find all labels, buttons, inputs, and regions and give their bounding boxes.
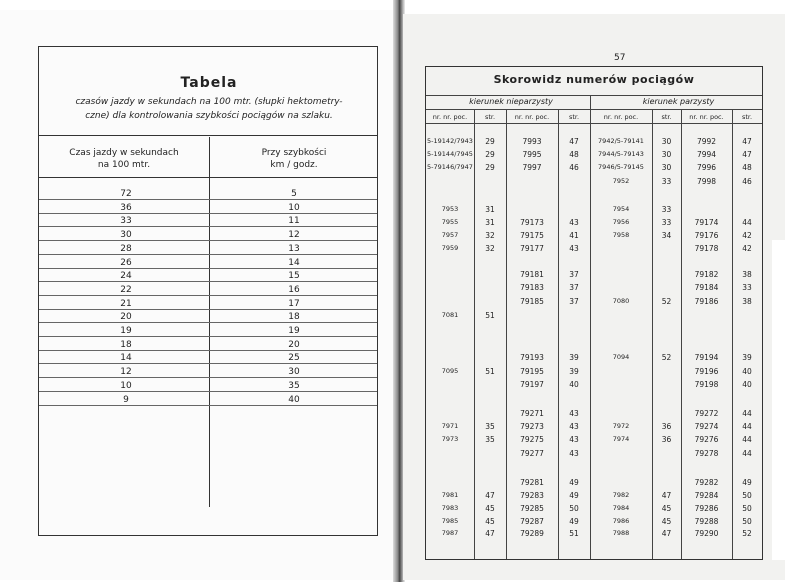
time-cell: 22 <box>120 284 132 295</box>
train-number-cell: 7996 <box>696 163 717 172</box>
train-number-cell: 7953 <box>441 205 459 213</box>
page-cell: 47 <box>485 491 495 500</box>
page-cell: 45 <box>661 504 672 513</box>
time-cell: 9 <box>123 394 129 405</box>
train-number-header: nr. nr. poc. <box>432 113 468 121</box>
train-number-cell: 7997 <box>522 163 542 172</box>
page-cell: 50 <box>742 491 752 500</box>
train-number-cell: 79284 <box>694 491 719 500</box>
train-number-cell: 5-79146/7947 <box>427 163 473 171</box>
row-rule <box>39 295 377 296</box>
page-cell: 49 <box>569 478 579 487</box>
speed-cell: 18 <box>288 312 300 323</box>
page-cell: 52 <box>661 297 672 306</box>
train-number-cell: 79181 <box>520 270 544 279</box>
page-header: str. <box>568 113 580 121</box>
page-cell: 38 <box>742 270 752 279</box>
page-cell: 51 <box>485 311 495 320</box>
page-cell: 49 <box>569 491 579 500</box>
page-cell: 31 <box>485 205 495 214</box>
row-rule <box>39 322 377 323</box>
speed-cell: 10 <box>288 202 300 213</box>
group-even-label: kierunek parzysty <box>642 97 715 106</box>
page-cell: 42 <box>742 231 752 240</box>
page-cell: 43 <box>569 422 579 431</box>
page-cell: 29 <box>485 163 495 172</box>
row-rule <box>39 350 377 351</box>
time-cell: 19 <box>120 326 132 336</box>
train-number-cell: 79281 <box>520 478 544 487</box>
train-number-cell: 79183 <box>520 283 544 292</box>
speed-cell: 11 <box>288 216 300 227</box>
train-number-cell: 79185 <box>520 297 544 306</box>
page-cell: 33 <box>661 205 672 214</box>
train-number-cell: 7081 <box>441 311 459 319</box>
page-cell: 46 <box>569 163 579 172</box>
page-header: str. <box>484 113 496 121</box>
train-number-cell: 7958 <box>612 231 630 239</box>
time-cell: 30 <box>120 230 132 241</box>
train-number-cell: 79283 <box>520 491 544 500</box>
row-rule <box>39 199 377 200</box>
table-title: Tabela <box>180 75 238 91</box>
speed-cell: 14 <box>288 257 300 268</box>
time-cell: 36 <box>120 202 132 213</box>
page-cell: 40 <box>569 380 579 389</box>
page-cell: 30 <box>661 150 672 159</box>
speed-table <box>38 46 378 536</box>
train-number-cell: 79288 <box>694 517 719 526</box>
train-number-cell: 7986 <box>612 517 630 525</box>
group-rule <box>426 109 762 110</box>
time-header-line-1: Czas jazdy w sekundach <box>69 148 179 158</box>
train-number-cell: 7955 <box>441 218 459 226</box>
page-cell: 49 <box>569 517 579 526</box>
row-rule <box>39 391 377 392</box>
train-number-cell: 79176 <box>694 231 719 240</box>
train-number-cell: 79275 <box>520 435 544 444</box>
page-cell: 42 <box>742 244 752 253</box>
row-rule <box>39 213 377 214</box>
page-cell: 30 <box>661 163 672 172</box>
speed-cell: 15 <box>288 271 300 282</box>
page-cell: 43 <box>569 409 579 418</box>
train-number-cell: 7094 <box>612 353 630 361</box>
train-number-cell: 79173 <box>520 218 544 227</box>
time-cell: 21 <box>120 298 132 309</box>
time-cell: 28 <box>120 243 132 254</box>
train-number-cell: 79174 <box>694 218 719 227</box>
page-cell: 43 <box>569 449 579 458</box>
page-cell: 40 <box>742 367 752 376</box>
train-number-cell: 7984 <box>612 504 630 512</box>
page-cell: 44 <box>742 449 752 458</box>
page-header: str. <box>741 113 753 121</box>
page-cell: 44 <box>742 422 752 431</box>
table-subtitle <box>59 95 359 123</box>
train-number-cell: 7954 <box>612 205 630 213</box>
page-cell: 50 <box>742 504 752 513</box>
page-cell: 50 <box>742 517 752 526</box>
row-rule <box>39 309 377 310</box>
page-cell: 32 <box>485 244 495 253</box>
train-number-cell: 79276 <box>694 435 719 444</box>
train-number-cell: 7974 <box>612 435 630 443</box>
page-cell: 52 <box>661 353 672 362</box>
train-number-cell: 7988 <box>612 529 630 537</box>
page-cell: 40 <box>742 380 752 389</box>
train-number-cell: 79287 <box>520 517 544 526</box>
page-cell: 37 <box>569 270 579 279</box>
train-number-cell: 7956 <box>612 218 630 226</box>
speed-cell: 40 <box>288 394 300 405</box>
page-cell: 44 <box>742 218 752 227</box>
speed-cell: 17 <box>288 298 300 309</box>
time-column-header <box>39 147 209 171</box>
page-cell: 34 <box>661 231 672 240</box>
train-number-cell: 79186 <box>694 297 719 306</box>
speed-cell: 30 <box>288 367 300 378</box>
speed-cell: 16 <box>288 284 300 295</box>
time-cell: 20 <box>120 312 132 323</box>
train-number-cell: 7944/5-79143 <box>598 150 644 158</box>
train-number-cell: 7987 <box>441 529 459 537</box>
subtitle-line-1: czasów jazdy w sekundach na 100 mtr. (słupki hektometry- <box>75 97 343 107</box>
row-rule <box>39 336 377 337</box>
time-cell: 72 <box>120 189 132 199</box>
train-number-cell: 79175 <box>520 231 544 240</box>
row-rule <box>39 226 377 227</box>
train-number-cell: 7985 <box>441 517 459 525</box>
train-number-cell: 7994 <box>696 150 717 159</box>
train-number-cell: 79278 <box>694 449 719 458</box>
train-number-cell: 79196 <box>694 367 719 376</box>
time-cell: 24 <box>120 271 132 282</box>
page-cell: 43 <box>569 244 579 253</box>
row-rule <box>39 281 377 282</box>
page-cell: 47 <box>569 137 579 146</box>
speed-cell: 13 <box>288 243 300 254</box>
time-cell: 14 <box>120 353 132 364</box>
train-number-cell: 5-19144/7945 <box>427 150 473 158</box>
train-number-cell: 79274 <box>694 422 719 431</box>
page-cell: 51 <box>569 529 579 538</box>
page-cell: 49 <box>742 478 752 487</box>
train-number-cell: 79277 <box>520 449 544 458</box>
train-number-cell: 79272 <box>694 409 719 418</box>
row-rule <box>39 240 377 241</box>
train-number-cell: 79195 <box>520 367 544 376</box>
page-cell: 35 <box>485 435 495 444</box>
train-number-cell: 7982 <box>612 491 630 499</box>
train-number-cell: 79182 <box>694 270 719 279</box>
train-number-cell: 7993 <box>522 137 542 146</box>
subtitle-line-2: czne) dla kontrolowania szybkości pociągów na szlaku. <box>85 111 333 121</box>
page-cell: 39 <box>569 353 579 362</box>
header-rule-bottom <box>39 177 377 178</box>
speed-header-line-1: Przy szybkości <box>261 148 327 158</box>
page-cell: 51 <box>485 367 495 376</box>
train-number-header: nr. nr. poc. <box>514 113 550 121</box>
train-number-cell: 79273 <box>520 422 544 431</box>
page-cell: 33 <box>742 283 752 292</box>
train-number-cell: 7981 <box>441 491 459 499</box>
page-cell: 47 <box>742 137 752 146</box>
page-cell: 45 <box>485 517 495 526</box>
page-number: 57 <box>614 53 626 63</box>
train-number-cell: 7972 <box>612 422 630 430</box>
page-cell: 36 <box>661 422 672 431</box>
train-number-cell: 79184 <box>694 283 719 292</box>
page-cell: 48 <box>742 163 752 172</box>
speed-cell: 5 <box>291 189 297 199</box>
page-cell: 44 <box>742 409 752 418</box>
train-number-cell: 79198 <box>694 380 719 389</box>
time-cell: 12 <box>120 367 132 378</box>
index-title: Skorowidz numerów pociągów <box>493 73 695 86</box>
page-cell: 31 <box>485 218 495 227</box>
train-number-cell: 7995 <box>522 150 542 159</box>
torn-page-edge <box>772 240 788 560</box>
train-number-cell: 7959 <box>441 244 459 252</box>
time-cell: 33 <box>120 216 132 227</box>
page-cell: 41 <box>569 231 579 240</box>
train-number-cell: 79290 <box>694 529 719 538</box>
train-number-cell: 7942/5-79141 <box>598 137 644 145</box>
row-rule <box>39 377 377 378</box>
row-rule <box>39 268 377 269</box>
time-cell: 26 <box>120 257 132 268</box>
train-number-cell: 79177 <box>520 244 544 253</box>
page-cell: 46 <box>742 177 752 186</box>
page-cell: 43 <box>569 435 579 444</box>
train-number-cell: 7971 <box>441 422 459 430</box>
page-cell: 45 <box>661 517 672 526</box>
train-number-cell: 7983 <box>441 504 459 512</box>
train-number-cell: 79285 <box>520 504 544 513</box>
train-number-cell: 79194 <box>694 353 719 362</box>
page-cell: 35 <box>485 422 495 431</box>
train-number-cell: 7998 <box>696 177 717 186</box>
train-number-cell: 5-19142/7943 <box>427 137 473 145</box>
page-cell: 52 <box>742 529 752 538</box>
train-number-cell: 79271 <box>520 409 544 418</box>
train-number-cell: 79193 <box>520 353 544 362</box>
train-number-header: nr. nr. poc. <box>689 113 724 121</box>
speed-cell: 12 <box>288 230 300 241</box>
row-rule <box>39 405 377 406</box>
train-number-cell: 79289 <box>520 529 544 538</box>
page-cell: 37 <box>569 283 579 292</box>
page-cell: 39 <box>742 353 752 362</box>
page-cell: 47 <box>661 491 672 500</box>
train-number-cell: 7952 <box>612 177 630 185</box>
column-header-rule <box>426 123 762 124</box>
speed-cell: 35 <box>288 380 300 391</box>
train-number-cell: 79178 <box>694 244 719 253</box>
page-cell: 45 <box>485 504 495 513</box>
time-cell: 18 <box>120 339 132 350</box>
train-number-cell: 7957 <box>441 231 459 239</box>
page-cell: 29 <box>485 150 495 159</box>
page-cell: 29 <box>485 137 495 146</box>
page-cell: 39 <box>569 367 579 376</box>
row-rule <box>39 254 377 255</box>
time-cell: 10 <box>120 380 132 391</box>
title-rule <box>426 95 762 96</box>
train-number-cell: 7095 <box>441 367 459 375</box>
train-index-table <box>425 53 763 560</box>
page-cell: 33 <box>661 177 672 186</box>
speed-header-line-2: km / godz. <box>270 160 318 170</box>
page-cell: 37 <box>569 297 579 306</box>
row-rule <box>39 363 377 364</box>
speed-cell: 20 <box>288 339 300 350</box>
train-number-cell: 7973 <box>441 435 459 443</box>
speed-column-header <box>209 147 379 171</box>
train-number-cell: 7992 <box>696 137 717 146</box>
time-header-line-2: na 100 mtr. <box>97 160 151 170</box>
page-cell: 47 <box>661 529 672 538</box>
train-number-cell: 79197 <box>520 380 544 389</box>
page-cell: 30 <box>661 137 672 146</box>
page-cell: 44 <box>742 435 752 444</box>
page-cell: 48 <box>569 150 579 159</box>
train-number-cell: 7080 <box>612 297 630 305</box>
page-cell: 32 <box>485 231 495 240</box>
page-cell: 36 <box>661 435 672 444</box>
speed-cell: 19 <box>288 326 300 336</box>
speed-cell: 25 <box>288 353 300 364</box>
train-number-cell: 79286 <box>694 504 719 513</box>
group-odd-label: kierunek nieparzysty <box>469 97 553 106</box>
page-cell: 33 <box>661 218 672 227</box>
page-cell: 43 <box>569 218 579 227</box>
page-cell: 47 <box>742 150 752 159</box>
header-rule-top <box>39 135 377 136</box>
train-number-cell: 79282 <box>694 478 719 487</box>
page-cell: 38 <box>742 297 752 306</box>
page-header: str. <box>661 113 672 121</box>
train-number-cell: 7946/5-79145 <box>598 163 644 171</box>
page-cell: 50 <box>569 504 579 513</box>
train-number-header: nr. nr. poc. <box>603 113 639 121</box>
page-cell: 47 <box>485 529 495 538</box>
